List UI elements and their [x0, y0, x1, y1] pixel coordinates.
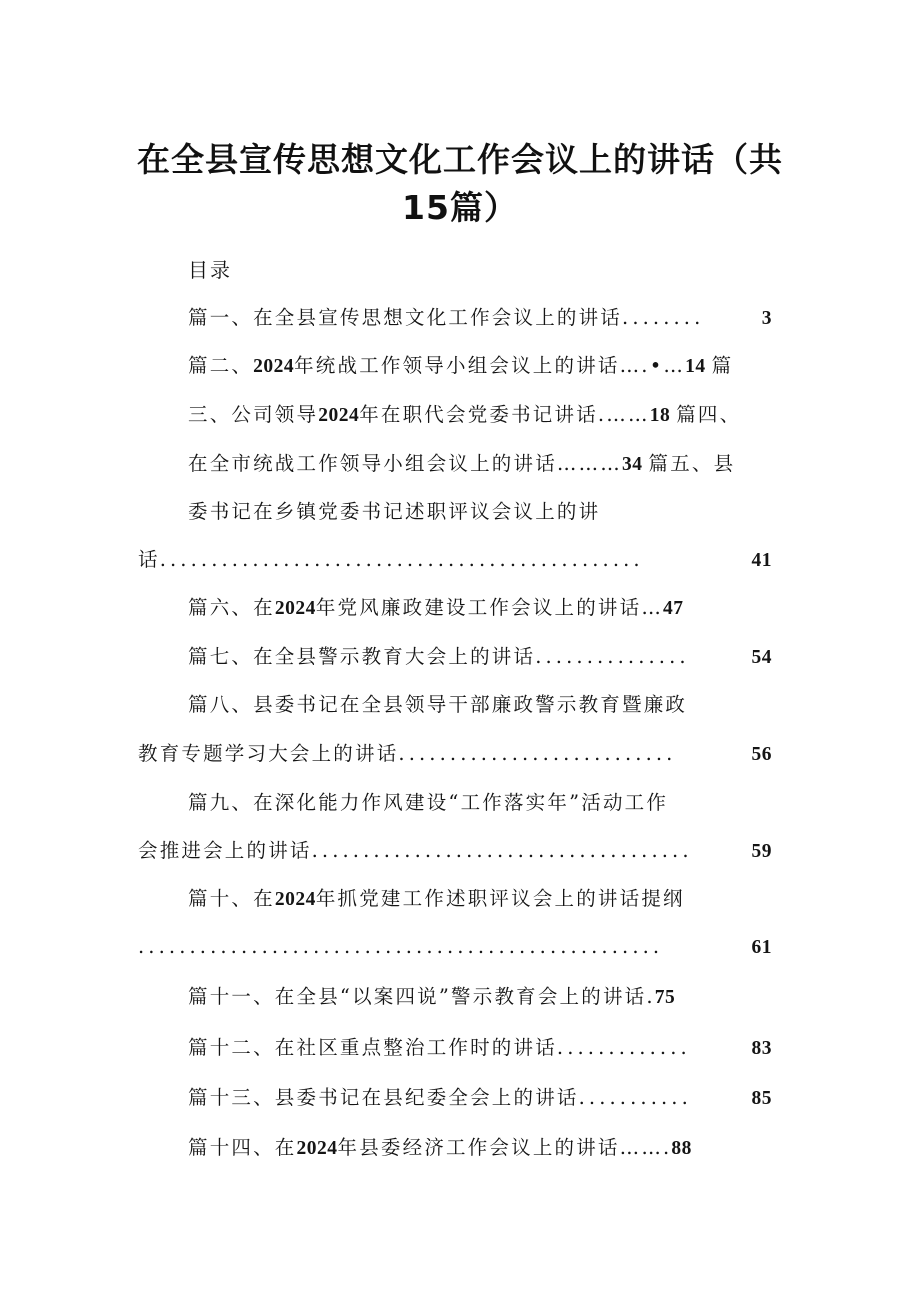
toc-leader: ...........	[578, 1086, 692, 1109]
toc-entry-3[interactable]	[188, 401, 741, 430]
toc-entry-title: 篇九、在深化能力作风建设“工作落实年”活动工作	[188, 791, 669, 814]
toc-entry-title: 篇二、	[188, 354, 254, 377]
toc-entry-12[interactable]	[188, 1034, 772, 1063]
toc-entry-title: 话	[138, 548, 160, 571]
toc-entry-continuation: 篇四、	[676, 403, 742, 426]
toc-page-number: 41	[751, 550, 772, 571]
toc-leader: .....................................	[311, 839, 693, 862]
toc-page-number: 34	[622, 454, 643, 475]
toc-entry-10[interactable]	[188, 885, 685, 914]
toc-page-number: 54	[751, 647, 772, 668]
toc-entry-title: 篇十、在	[188, 887, 275, 910]
toc-page-number: 83	[751, 1038, 772, 1059]
toc-entry-title: 篇八、县委书记在全县领导干部廉政警示教育暨廉政	[188, 693, 688, 716]
toc-year: 2024	[318, 405, 360, 426]
toc-entry-title: 三、公司领导	[188, 403, 319, 426]
toc-entry-title: 篇十二、在社区重点整治工作时的讲话	[188, 1036, 557, 1059]
toc-leader: ...............................................	[159, 548, 644, 571]
toc-entry-title: 委书记在乡镇党委书记述职评议会议上的讲	[188, 500, 601, 523]
toc-entry-title-rest: 年统战工作领导小组会议上的讲话….•…	[294, 354, 686, 377]
toc-entry-title: 篇六、在	[188, 596, 275, 619]
toc-entry-title: 篇一、在全县宣传思想文化工作会议上的讲话	[188, 306, 623, 329]
toc-entry-2[interactable]	[188, 352, 733, 381]
toc-entry-9[interactable]	[188, 789, 668, 817]
toc-entry-title-rest: 年抓党建工作述职评议会上的讲话提纲	[315, 887, 685, 910]
toc-entry-title: 篇十一、在全县“以案四说”警示教育会上的讲话.	[188, 985, 655, 1008]
toc-page-number: 56	[751, 744, 772, 765]
toc-entry-title: 会推进会上的讲话	[138, 839, 312, 862]
toc-entry-14[interactable]	[188, 1134, 692, 1163]
toc-entry-13[interactable]	[188, 1084, 772, 1113]
toc-entry-title-rest: 年在职代会党委书记讲话.……	[359, 403, 650, 426]
toc-entry-5-cont[interactable]	[138, 546, 772, 575]
document-title-line-1: 在全县宣传思想文化工作会议上的讲话（共	[137, 140, 783, 179]
document-title-line-2: 15篇）	[402, 188, 518, 227]
toc-page-number: 59	[751, 841, 772, 862]
toc-entry-5[interactable]	[188, 498, 600, 526]
toc-entry-title: 在全市统战工作领导小组会议上的讲话………	[188, 452, 623, 475]
toc-entry-continuation: 篇五、县	[648, 452, 736, 475]
toc-page-number: 3	[761, 308, 772, 329]
toc-entry-7[interactable]	[188, 643, 772, 672]
toc-entry-title: 篇十四、在	[188, 1136, 297, 1159]
toc-year: 2024	[296, 1138, 338, 1159]
toc-leader: ...............	[535, 645, 690, 668]
toc-entry-11[interactable]	[188, 983, 675, 1012]
toc-page-number: 75	[654, 987, 676, 1008]
toc-heading: 目录	[188, 258, 232, 282]
toc-year: 2024	[274, 598, 316, 619]
toc-entry-8-cont[interactable]	[138, 740, 772, 769]
toc-year: 2024	[274, 889, 316, 910]
toc-page-number: 88	[671, 1138, 692, 1159]
toc-entry-title-rest: 年党风廉政建设工作会议上的讲话…	[315, 596, 664, 619]
toc-leader: ...........................	[398, 742, 677, 765]
toc-entry-9-cont[interactable]	[138, 837, 772, 866]
toc-page-number: 85	[751, 1088, 772, 1109]
toc-entry-4[interactable]	[188, 450, 735, 479]
toc-leader: ...................................................	[138, 935, 664, 958]
toc-leader: .............	[556, 1036, 691, 1059]
toc-entry-title-rest: 年县委经济工作会议上的讲话…….	[337, 1136, 672, 1159]
toc-page-number: 61	[751, 937, 772, 958]
toc-entry-10-cont[interactable]	[138, 933, 772, 962]
toc-leader: ........	[622, 306, 705, 329]
toc-entry-title: 篇十三、县委书记在县纪委全会上的讲话	[188, 1086, 579, 1109]
toc-entry-title: 教育专题学习大会上的讲话	[138, 742, 399, 765]
toc-entry-6[interactable]	[188, 594, 684, 623]
toc-entry-continuation: 篇	[711, 354, 734, 377]
toc-page-number: 18	[649, 405, 671, 426]
toc-page-number: 47	[663, 598, 684, 619]
toc-year: 2024	[253, 356, 295, 377]
toc-entry-title: 篇七、在全县警示教育大会上的讲话	[188, 645, 536, 668]
toc-entry-8[interactable]	[188, 691, 687, 719]
toc-page-number: 14	[685, 356, 706, 377]
toc-entry-1[interactable]	[188, 304, 772, 333]
